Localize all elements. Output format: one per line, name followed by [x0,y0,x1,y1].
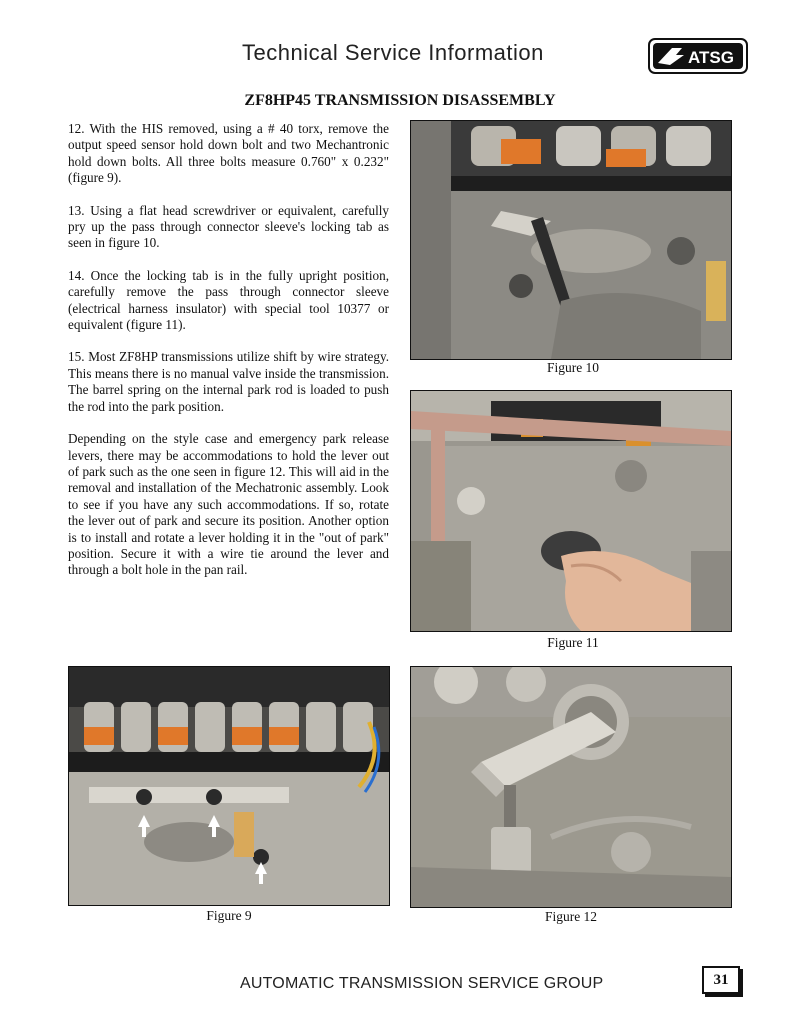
atsg-logo [648,38,748,74]
paragraph-step-12: 12. With the HIS removed, using a # 40 torx, remove the output speed sensor hold down bolt and two Mechantronic hold down bolts. All three bolts measure 0.760" x 0.232" (figure 9). [68,121,389,186]
figure-12-caption: Figure 12 [544,909,598,924]
paragraph-step-13: 13. Using a flat head screwdriver or equivalent, carefully pry up the pass through connector sleeve's locking tab as seen in figure 10. [68,202,389,251]
footer-text: AUTOMATIC TRANSMISSION SERVICE GROUP [240,975,604,992]
paragraph-step-14: 14. Once the locking tab is in the fully upright position, carefully remove the pass through connector sleeve (electrical harness insulator) with special tool 10377 or equivalent (figure 11). [68,267,389,333]
page-header-title: Technical Service Information [242,40,544,65]
figure-10-caption: Figure 10 [546,360,600,375]
paragraph-park-lever: Depending on the style case and emergency park release levers, there may be accommodations to hold the lever out of park such as the one seen in figure 12. This will aid in the removal and installation of the Mechatronic assembly. Look to see if you have any such accommodations. If so, rotate the lever out of park and secure its position. Another option is to install and rotate a lever holding it in the "out of park" position. Secure it with a wire tie around the lever and through a bolt hole in the pan rail. [68,431,389,578]
figure-12-photo [410,666,732,908]
figure-9-photo [68,666,390,906]
logo-text: ATSG [688,48,734,67]
figure-9-caption: Figure 9 [206,908,252,923]
page-number: 31 [702,966,740,994]
figure-11-photo [410,390,732,632]
figure-10-photo [410,120,732,360]
body-text [68,121,389,595]
paragraph-step-15: 15. Most ZF8HP transmissions utilize shift by wire strategy. This means there is no manual valve inside the transmission. The barrel spring on the internal park rod is loaded to push the rod into the park position. [68,349,389,414]
figure-11-caption: Figure 11 [547,635,599,650]
section-title: ZF8HP45 TRANSMISSION DISASSEMBLY [244,92,556,109]
